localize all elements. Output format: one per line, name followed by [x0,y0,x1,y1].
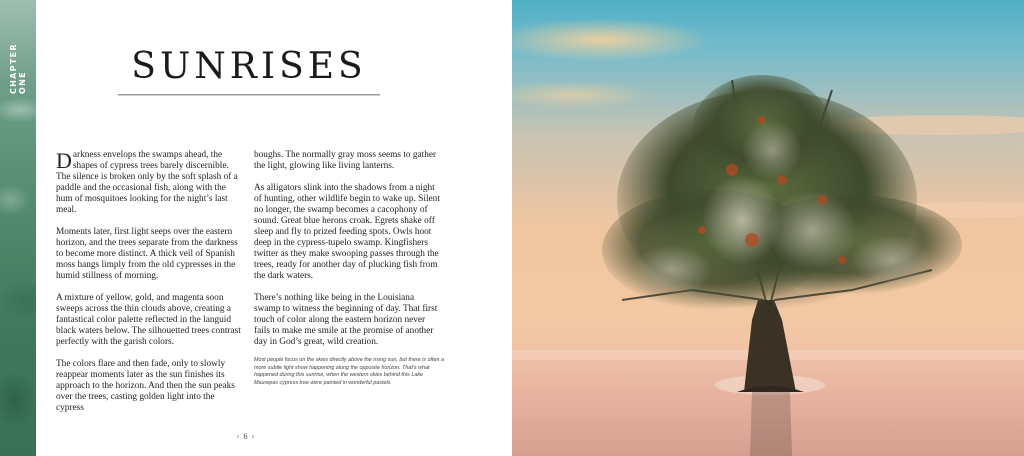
paragraph-7: There’s nothing like being in the Louisiana swamp to witness the beginning of day. That first touch of color along the eastern horizon never fails to make me smile at the promise of another day in God’s great, wild creation. [254,293,438,347]
drop-cap: D [56,148,72,173]
paragraph-5: boughs. The normally gray moss seems to gather the light, glowing like living lanterns. [254,150,437,171]
green-watercolor-strip [0,0,36,456]
paragraph-1-text: arkness envelops the swamps ahead, the shapes of cypress trees barely discernible. The silence is broken only by the soft splash of a paddle and the occasional fish, along with the hum of mosquitoes looking for the night’s last meal. [56,150,238,215]
page-number [226,432,266,441]
photo-illustration [512,0,1024,456]
chapter-label: CHAPTER ONE [9,43,27,94]
ornament-right: ◦ [248,432,256,441]
right-text-column [254,150,442,359]
paragraph-1 [56,150,244,216]
paragraph-2: Moments later, first light seeps over the eastern horizon, and the trees separate from the darkness to become more distinct. A thick veil of Spanish moss hangs limply from the old cypresses in the humid stillness of morning. [56,227,238,281]
page-number-value: 6 [243,432,249,441]
paragraph-3: A mixture of yellow, gold, and magenta soon sweeps across the thin clouds above, creating a fantastical color palette reflected in the languid black waters below. The silhouetted trees contrast perfectly with the garish colors. [56,293,241,347]
ornament-left: ◦ [236,432,244,441]
cypress-sunrise-photo [512,0,1024,456]
title-underline [118,94,380,96]
photo-caption: Most people focus on the skies directly above the rising sun, but there is often a more subtle light show happening along the opposite horizon. That’s what happened during this sunrise, when the western skies behind this Lake Maurepas cypress tree were painted in wonderful pastels. [254,357,444,386]
left-text-column [56,150,244,425]
paragraph-4: The colors flare and then fade, only to slowly reappear moments later as the sun finishes its approach to the horizon. And then the sun peaks over the trees, casting golden light into the cypress [56,359,235,413]
paragraph-6: As alligators slink into the shadows from a night of hunting, other wildlife begin to wake up. Silent no longer, the swamp becomes a cacophony of sound. Great blue herons croak. Egrets shake off sleep and fly to prized feeding spots. Owls hoot deep in the cypress-tupelo swamp. Kingfishers twitter as they make swooping passes through the trees, ready for another day of plucking fish from the dark waters. [254,183,440,281]
chapter-title: SUNRISES [131,46,367,87]
